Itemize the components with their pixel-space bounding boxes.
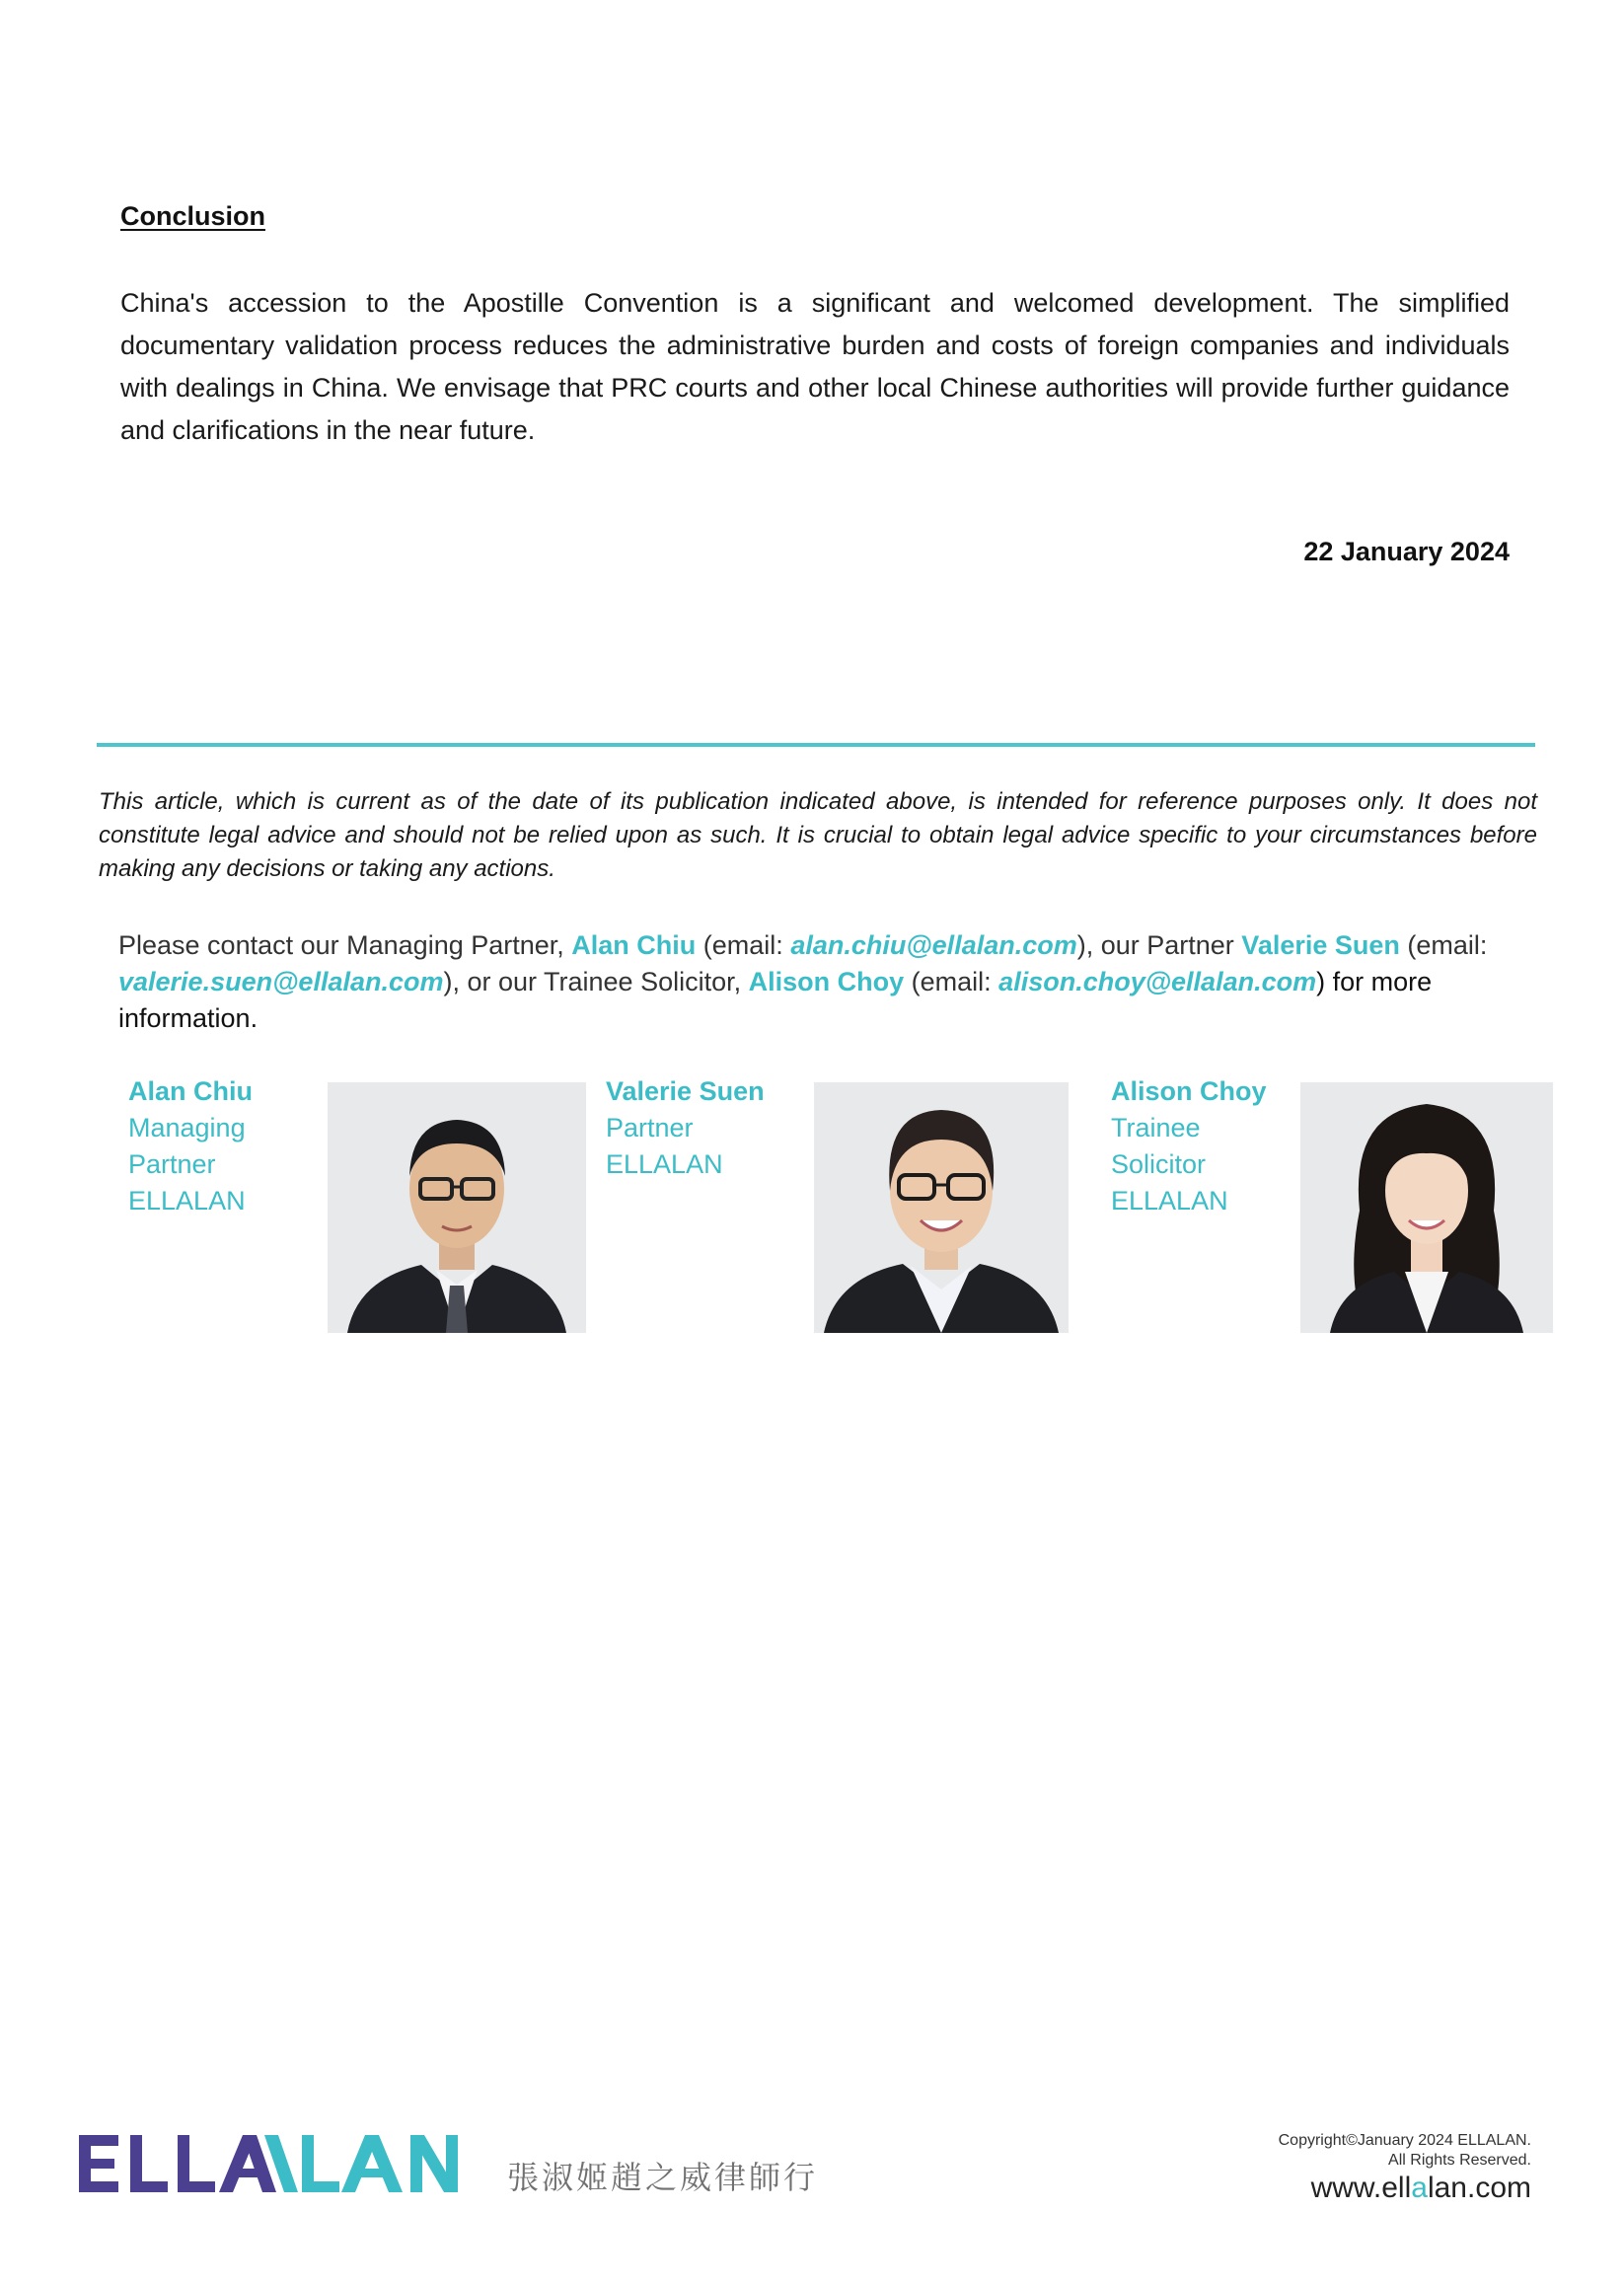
contact-text: (email: (696, 930, 791, 960)
portrait-icon (328, 1082, 586, 1333)
contact-name-alison: Alison Choy (748, 967, 905, 996)
portrait-icon (814, 1082, 1069, 1333)
publication-date: 22 January 2024 (1303, 537, 1510, 566)
rights-text: All Rights Reserved. (1388, 2152, 1531, 2169)
website-text: lan.com (1427, 2172, 1531, 2204)
contact-paragraph (118, 927, 1519, 1037)
email-link-alison[interactable]: alison.choy@ellalan.com (998, 967, 1317, 996)
person-firm: ELLALAN (606, 1149, 723, 1179)
contact-name-alan: Alan Chiu (571, 930, 697, 960)
copyright-block (1279, 2131, 1531, 2171)
divider-rule (97, 743, 1535, 747)
email-link-valerie[interactable]: valerie.suen@ellalan.com (118, 967, 444, 996)
person-name: Valerie Suen (606, 1076, 765, 1106)
photo-alan-chiu (328, 1082, 586, 1333)
person-title: Solicitor (1111, 1149, 1207, 1179)
photo-alison-choy (1300, 1082, 1553, 1333)
person-title: Partner (128, 1149, 216, 1179)
portrait-icon (1300, 1082, 1553, 1333)
person-firm: ELLALAN (1111, 1186, 1228, 1216)
photo-valerie-suen (814, 1082, 1069, 1333)
contact-text: ), or our Trainee Solicitor, (443, 967, 749, 996)
person-title: Partner (606, 1113, 694, 1142)
disclaimer-text: This article, which is current as of the date of its publication indicated above, is intended for reference purposes only. It does not constitute legal advice and should not be relied upon as such. It is crucial to obtain legal advice specific to your circumstances before making any decisions or taking any actions. (99, 788, 1537, 882)
website-text: www.ell (1310, 2172, 1412, 2204)
copyright-text: Copyright©January 2024 ELLALAN. (1278, 2132, 1531, 2149)
person-title: Managing (128, 1113, 246, 1142)
email-link-alan[interactable]: alan.chiu@ellalan.com (790, 930, 1077, 960)
contact-text: ), our Partner (1076, 930, 1242, 960)
person-name: Alan Chiu (128, 1076, 253, 1106)
person-card-alan (128, 1073, 253, 1219)
contact-name-valerie: Valerie Suen (1241, 930, 1400, 960)
person-card-alison (1111, 1073, 1267, 1219)
contact-text: (email: (904, 967, 999, 996)
person-title: Trainee (1111, 1113, 1201, 1142)
website-text-accent: a (1411, 2172, 1428, 2204)
person-card-valerie (606, 1073, 765, 1183)
contact-text: (email: (1399, 930, 1488, 960)
ellalan-logo-icon (79, 2131, 474, 2200)
contact-text: ) for more information. (118, 967, 1433, 1033)
person-name: Alison Choy (1111, 1076, 1267, 1106)
website-link[interactable] (1311, 2172, 1531, 2205)
contact-text: Please contact our Managing Partner, (118, 930, 572, 960)
firm-chinese-name: 張淑姬趙之威律師行 (507, 2159, 819, 2196)
person-firm: ELLALAN (128, 1186, 246, 1216)
conclusion-heading: Conclusion (120, 201, 265, 231)
conclusion-paragraph: China's accession to the Apostille Convention is a significant and welcomed development. The simplified documentary validation process reduces the administrative burden and costs of foreign companies and individuals with dealings in China. We envisage that PRC courts and other local Chinese authorities will provide further guidance and clarifications in the near future. (120, 288, 1510, 445)
ellalan-logo (79, 2131, 474, 2205)
